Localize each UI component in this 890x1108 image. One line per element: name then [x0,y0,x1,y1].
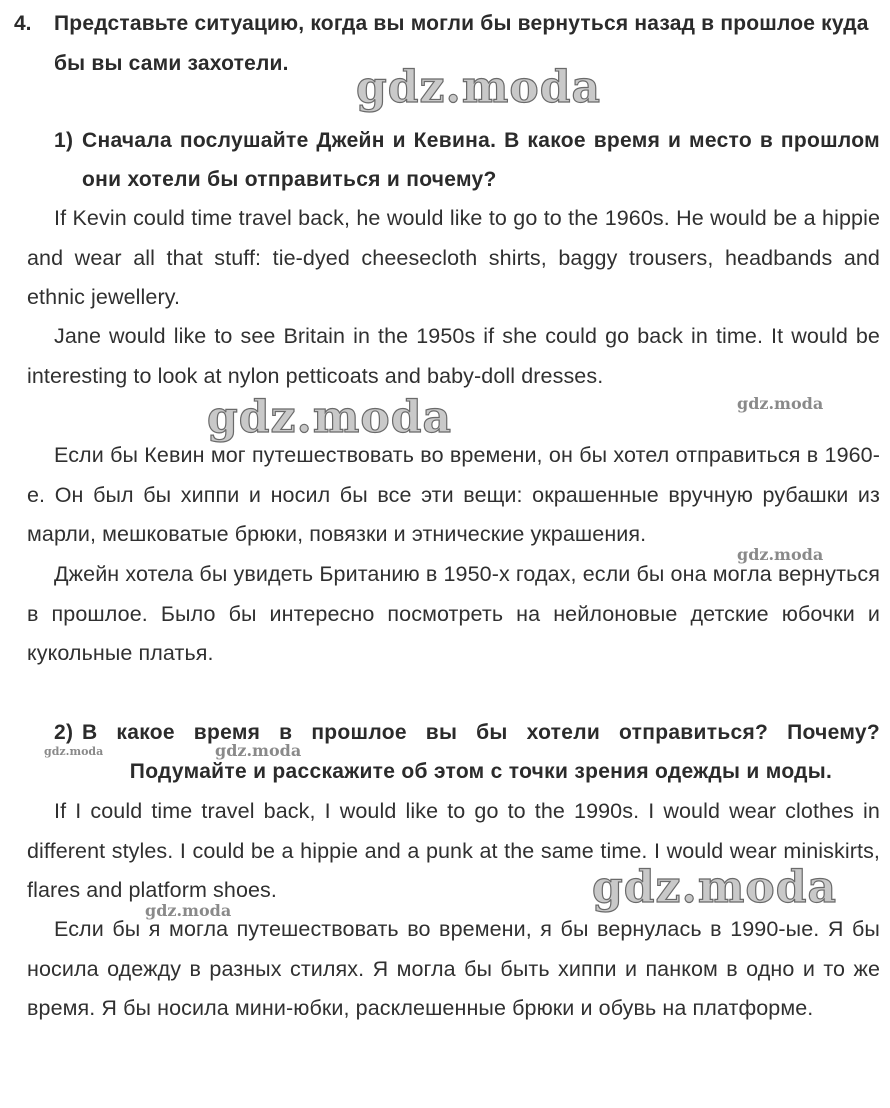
task-number: 4. [14,12,32,35]
watermark-logo: gdz.moda [592,862,838,913]
answer-1-english-kevin: If Kevin could time travel back, he would like to go to the 1960s. He would be a hippie and wear all that stuff: tie-dyed cheesecloth shirts, baggy trousers, headbands and ethnic jewellery. [27,206,880,309]
answer-1-russian-jane: Джейн хотела бы увидеть Британию в 1950-х годах, если бы она могла вернуться в прошлое. Было бы интересно посмотреть на нейлоновые детские юбочки и кукольные платья. [27,562,880,665]
watermark-logo: gdz.moda [207,392,453,443]
answer-2-english: If I could time travel back, I would like to go to the 1990s. I would wear clothes in different styles. I could be a hippie and a punk at the same time. I would wear miniskirts, flares and platform shoes. [27,799,880,902]
question-2-line-2: Подумайте и расскажите об этом с точки зрения одежды и моды. [129,760,833,783]
answer-1-russian-kevin: Если бы Кевин мог путешествовать во времени, он бы хотел отправиться в 1960-е. Он был бы хиппи и носил бы все эти вещи: окрашенные вручную рубашки из марли, мешковатые брюки, повязки и этнические украшения. [27,443,880,546]
watermark-logo: gdz.moda [145,901,232,920]
answer-1-english-jane: Jane would like to see Britain in the 1950s if she could go back in time. It would be interesting to look at nylon petticoats and baby-doll dresses. [27,324,880,388]
answer-2-russian: Если бы я могла путешествовать во времени, я бы вернулась в 1990-ые. Я бы носила одежду в разных стилях. Я могла бы быть хиппи и панком в одно и то же время. Я бы носила мини-юбки, расклешенные брюки и обувь на платформе. [27,917,880,1020]
watermark-logo: gdz.moda [737,545,824,564]
watermark-logo: gdz.moda [356,62,602,113]
question-1-number: 1) [54,129,74,152]
watermark-logo: gdz.moda [44,745,104,758]
question-2-number: 2) [54,721,74,744]
watermark-logo: gdz.moda [737,394,824,413]
question-2-line-1: В какое время в прошлое вы бы хотели отправиться? Почему? [82,721,880,744]
watermark-logo: gdz.moda [215,741,302,760]
task-title: Представьте ситуацию, когда вы могли бы вернуться назад в прошлое куда бы вы сами захотели. [54,12,869,75]
question-1-text: Сначала послушайте Джейн и Кевина. В какое время и место в прошлом они хотели бы отправиться и почему? [82,129,880,191]
question-2 [54,713,880,791]
question-1 [54,121,880,199]
